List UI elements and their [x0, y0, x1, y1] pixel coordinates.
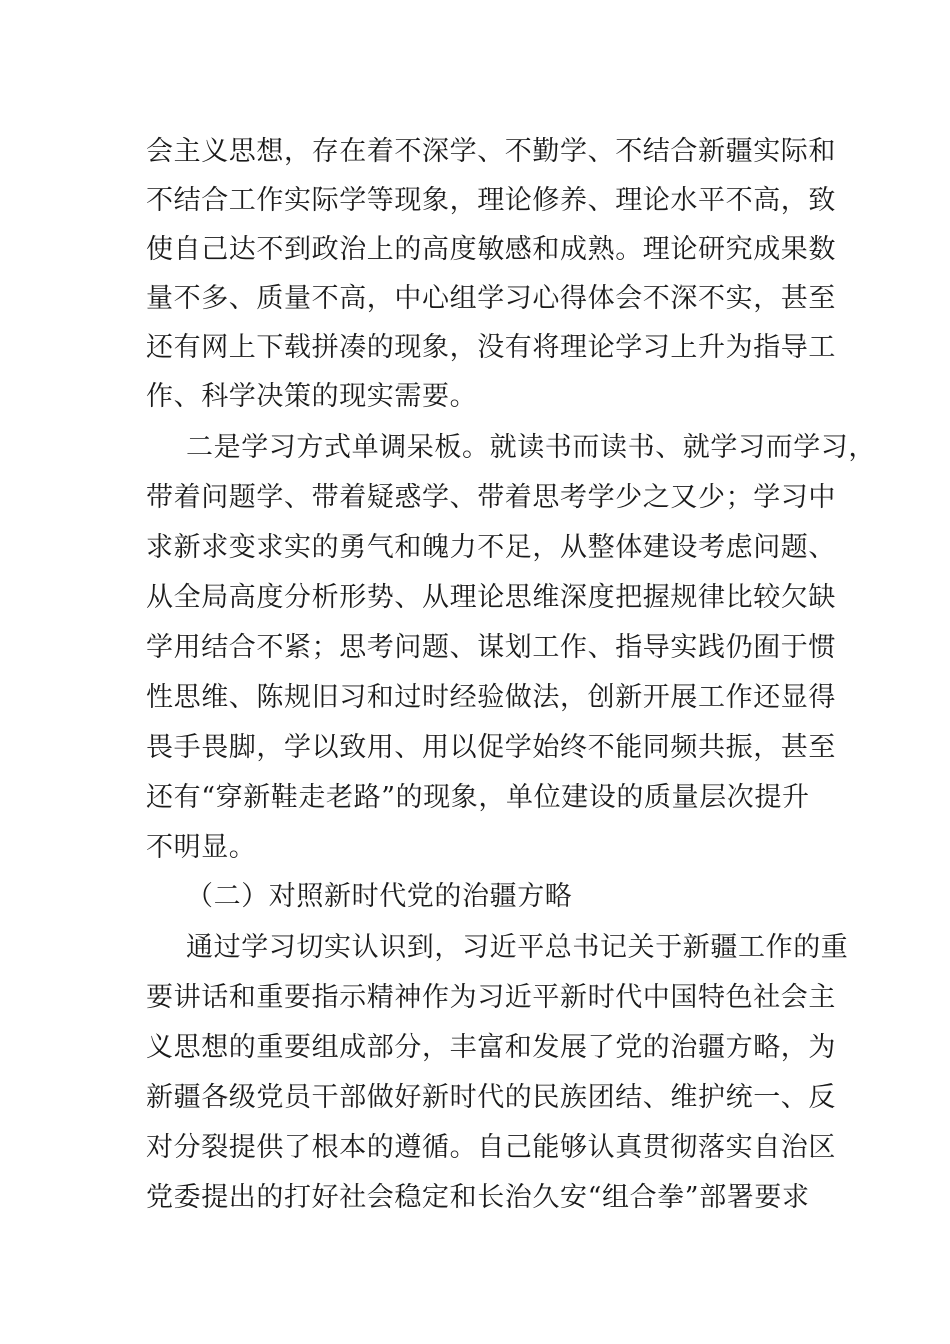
body-line: 畏手畏脚，学以致用、用以促学始终不能同频共振，甚至 — [146, 732, 836, 763]
body-line: 不结合工作实际学等现象，理论修养、理论水平不高，致 — [146, 185, 836, 216]
body-line: 从全局高度分析形势、从理论思维深度把握规律比较欠缺 — [146, 582, 836, 613]
body-line: 性思维、陈规旧习和过时经验做法，创新开展工作还显得 — [146, 682, 836, 713]
body-line: 求新求变求实的勇气和魄力不足，从整体建设考虑问题、 — [146, 532, 836, 563]
paragraph-first-line: 通过学习切实认识到，习近平总书记关于新疆工作的重 — [186, 932, 849, 963]
section-heading: （二）对照新时代党的治疆方略 — [186, 881, 573, 912]
body-line: 还有“穿新鞋走老路”的现象，单位建设的质量层次提升 — [146, 782, 810, 813]
body-line: 要讲话和重要指示精神作为习近平新时代中国特色社会主 — [146, 982, 836, 1013]
body-line: 党委提出的打好社会稳定和长治久安“组合拳”部署要求 — [146, 1182, 810, 1213]
body-line: 量不多、质量不高，中心组学习心得体会不深不实，甚至 — [146, 283, 836, 314]
paragraph-first-line: 二是学习方式单调呆板。就读书而读书、就学习而学习， — [186, 432, 876, 463]
body-line: 不明显。 — [146, 832, 257, 863]
body-line: 作、科学决策的现实需要。 — [146, 381, 478, 412]
body-line: 带着问题学、带着疑惑学、带着思考学少之又少；学习中 — [146, 482, 836, 513]
body-line: 还有网上下载拼凑的现象，没有将理论学习上升为指导工 — [146, 332, 836, 363]
body-line: 对分裂提供了根本的遵循。自己能够认真贯彻落实自治区 — [146, 1132, 836, 1163]
body-line: 义思想的重要组成部分，丰富和发展了党的治疆方略，为 — [146, 1032, 836, 1063]
body-line: 新疆各级党员干部做好新时代的民族团结、维护统一、反 — [146, 1082, 836, 1113]
body-line: 会主义思想，存在着不深学、不勤学、不结合新疆实际和 — [146, 136, 836, 167]
body-line: 学用结合不紧；思考问题、谋划工作、指导实践仍囿于惯 — [146, 632, 836, 663]
body-line: 使自己达不到政治上的高度敏感和成熟。理论研究成果数 — [146, 234, 836, 265]
